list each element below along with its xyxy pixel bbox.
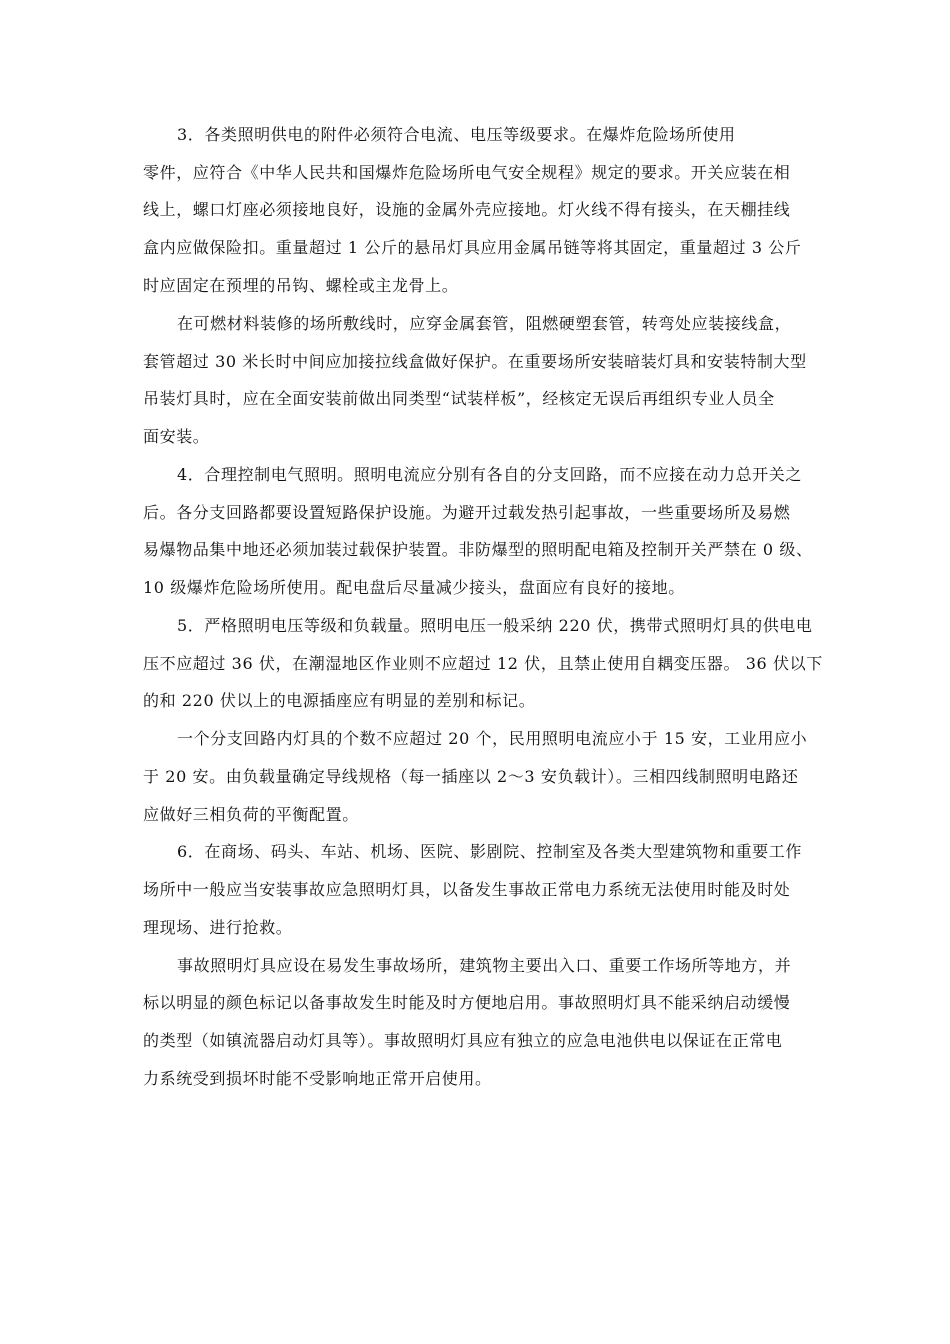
paragraph-3-line-4: 盒内应做保险扣。重量超过 1 公斤的悬吊灯具应用金属吊链等将其固定，重量超过 3 公斤 [143, 238, 802, 257]
paragraph-6b-line-2: 标以明显的颜色标记以备事故发生时能及时方便地启用。事故照明灯具不能采纳启动缓慢 [143, 993, 791, 1012]
paragraph-3b-line-1: 在可燃材料装修的场所敷线时，应穿金属套管，阻燃硬塑套管，转弯处应装接线盒， [177, 314, 792, 333]
paragraph-4-line-4: 10 级爆炸危险场所使用。配电盘后尽量减少接头，盘面应有良好的接地。 [143, 578, 685, 597]
paragraph-6-line-2: 场所中一般应当安装事故应急照明灯具，以备发生事故正常电力系统无法使用时能及时处 [143, 880, 791, 899]
paragraph-3-line-3: 线上，螺口灯座必须接地良好，设施的金属外壳应接地。灯火线不得有接头，在天棚挂线 [143, 200, 791, 219]
paragraph-3b-line-2: 套管超过 30 米长时中间应加接拉线盒做好保护。在重要场所安装暗装灯具和安装特制大型 [143, 352, 807, 371]
paragraph-6b-line-1: 事故照明灯具应设在易发生事故场所，建筑物主要出入口、重要工作场所等地方，并 [177, 956, 792, 975]
paragraph-5b-line-3: 应做好三相负荷的平衡配置。 [143, 805, 359, 824]
paragraph-5b-line-1: 一个分支回路内灯具的个数不应超过 20 个，民用照明电流应小于 15 安，工业用应小 [177, 729, 808, 748]
paragraph-6-line-3: 理现场、进行抢救。 [143, 918, 293, 937]
paragraph-4-line-2: 后。各分支回路都要设置短路保护设施。为避开过载发热引起事故，一些重要场所及易燃 [143, 503, 791, 522]
paragraph-3b-line-4: 面安装。 [143, 427, 210, 446]
paragraph-5-line-1: 5．严格照明电压等级和负载量。照明电压一般采纳 220 伏，携带式照明灯具的供电电 [177, 616, 813, 635]
paragraph-4-line-1: 4．合理控制电气照明。照明电流应分别有各自的分支回路，而不应接在动力总开关之 [177, 465, 802, 484]
paragraph-5-line-3: 的和 220 伏以上的电源插座应有明显的差别和标记。 [143, 691, 536, 710]
paragraph-6-line-1: 6．在商场、码头、车站、机场、医院、影剧院、控制室及各类大型建筑物和重要工作 [177, 842, 802, 861]
paragraph-3-line-1: 3．各类照明供电的附件必须符合电流、电压等级要求。在爆炸危险场所使用 [177, 125, 736, 144]
paragraph-6b-line-3: 的类型（如镇流器启动灯具等）。事故照明灯具应有独立的应急电池供电以保证在正常电 [143, 1031, 783, 1050]
paragraph-3b-line-3: 吊装灯具时，应在全面安装前做出同类型“试装样板”，经核定无误后再组织专业人员全 [143, 389, 775, 408]
paragraph-5-line-2: 压不应超过 36 伏，在潮湿地区作业则不应超过 12 伏，且禁止使用自耦变压器。 36 伏以下 [143, 654, 823, 673]
paragraph-6b-line-4: 力系统受到损坏时能不受影响地正常开启使用。 [143, 1069, 492, 1088]
paragraph-3-line-5: 时应固定在预埋的吊钩、螺栓或主龙骨上。 [143, 276, 459, 295]
paragraph-5b-line-2: 于 20 安。由负载量确定导线规格（每一插座以 2～3 安负载计）。三相四线制照明电路还 [143, 767, 799, 786]
paragraph-3-line-2: 零件，应符合《中华人民共和国爆炸危险场所电气安全规程》规定的要求。开关应装在相 [143, 163, 791, 182]
paragraph-4-line-3: 易爆物品集中地还必须加装过载保护装置。非防爆型的照明配电箱及控制开关严禁在 0 级、 [143, 540, 813, 559]
